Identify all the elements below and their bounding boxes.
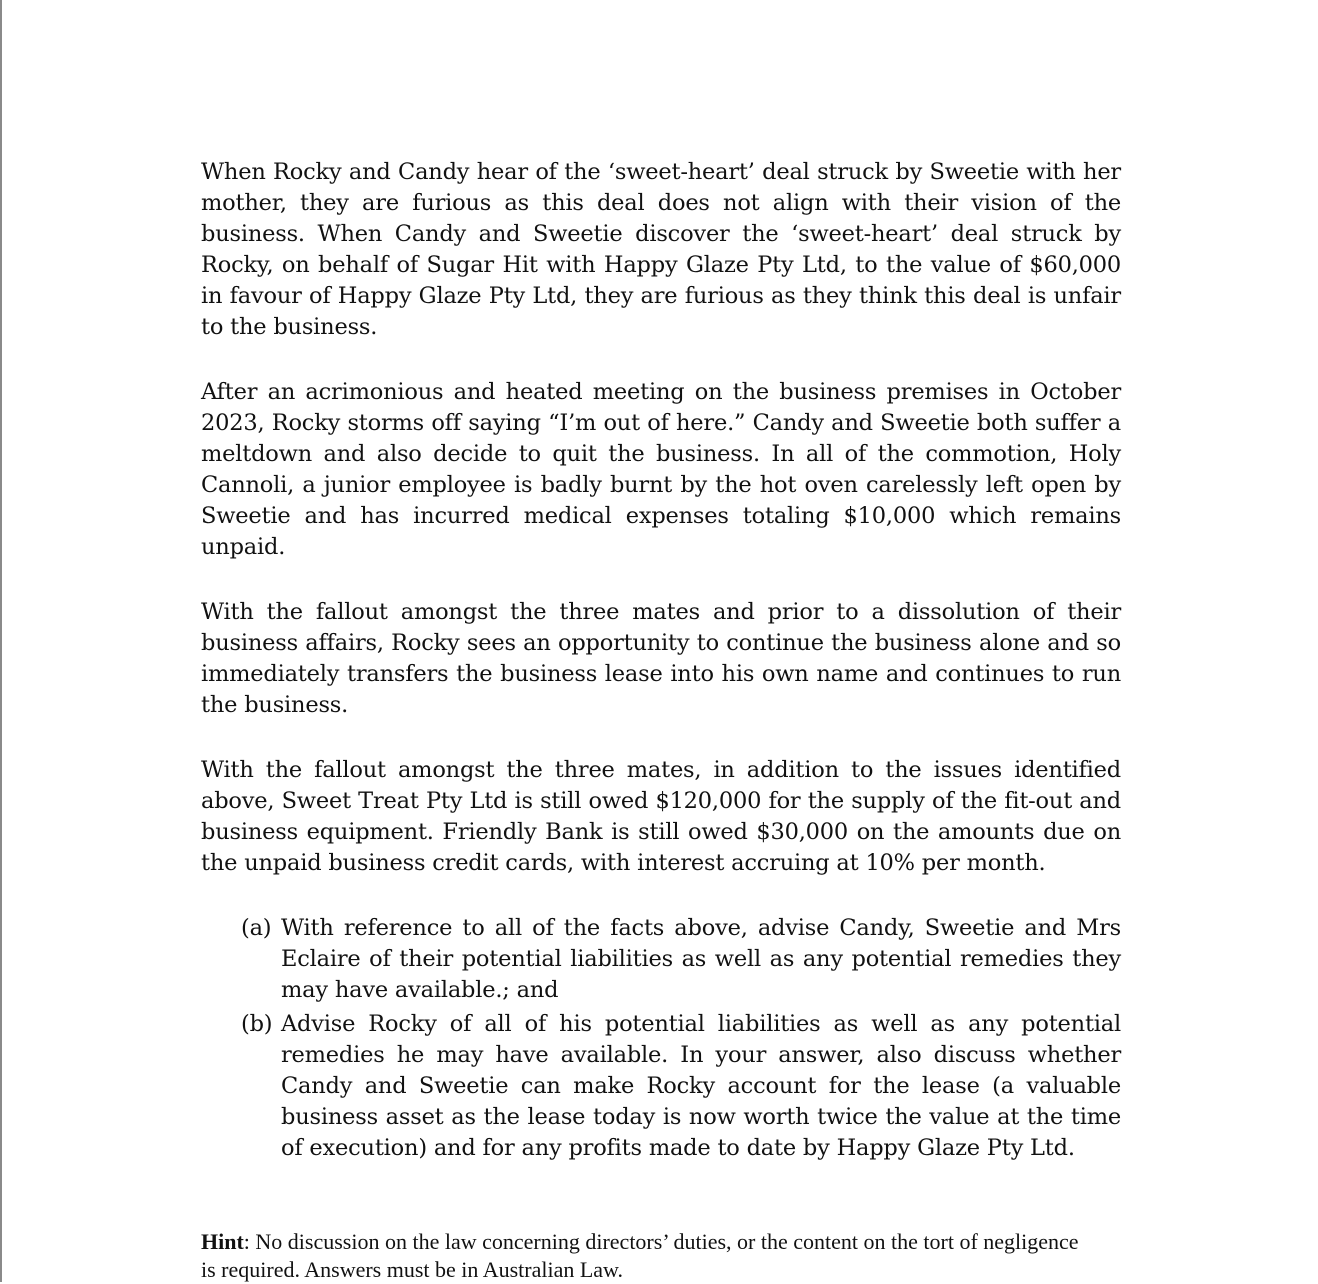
hint-note bbox=[201, 1228, 1081, 1284]
page-left-border bbox=[0, 0, 2, 1282]
paragraph-meeting-meltdown: After an acrimonious and heated meeting on the business premises in October 2023, Rocky storms off saying “I’m out of here.” Candy and Sweetie both suffer a meltdown and also decide to quit the business. In all of the commotion, Holy Cannoli, a junior employee is badly burnt by the hot oven carelessly left open by Sweetie and has incurred medical expenses totaling $10,000 which remains unpaid. bbox=[201, 379, 1121, 560]
paragraph-creditors-owed: With the fallout amongst the three mates, in addition to the issues identified above, Sweet Treat Pty Ltd is still owed $120,000 for the supply of the fit-out and business equipment. Friendly Bank is still owed $30,000 on the amounts due on the unpaid business credit cards, with interest accruing at 10% per month. bbox=[201, 757, 1121, 876]
hint-label: Hint bbox=[201, 1229, 244, 1254]
question-list bbox=[241, 913, 1121, 1164]
question-text: With reference to all of the facts above, advise Candy, Sweetie and Mrs Eclaire of their potential liabilities as well as any potential remedies they may have available.; and bbox=[281, 915, 1121, 1003]
paragraph-lease-transfer: With the fallout amongst the three mates and prior to a dissolution of their business affairs, Rocky sees an opportunity to continue the business alone and so immediately transfers the business lease into his own name and continues to run the business. bbox=[201, 599, 1121, 718]
hint-text: : No discussion on the law concerning directors’ duties, or the content on the tort of negligence is required. Answers must be in Australian Law. bbox=[201, 1229, 1079, 1282]
question-marker: (a) bbox=[241, 915, 272, 941]
question-b bbox=[241, 1009, 1121, 1164]
paragraph-sweetheart-deals: When Rocky and Candy hear of the ‘sweet-heart’ deal struck by Sweetie with her mother, they are furious as this deal does not align with their vision of the business. When Candy and Sweetie discover the ‘sweet-heart’ deal struck by Rocky, on behalf of Sugar Hit with Happy Glaze Pty Ltd, to the value of $60,000 in favour of Happy Glaze Pty Ltd, they are furious as they think this deal is unfair to the business. bbox=[201, 159, 1121, 340]
question-a bbox=[241, 913, 1121, 1006]
question-text: Advise Rocky of all of his potential liabilities as well as any potential remedies he may have available. In your answer, also discuss whether Candy and Sweetie can make Rocky account for the lease (a valuable business asset as the lease today is now worth twice the value at the time of execution) and for any profits made to date by Happy Glaze Pty Ltd. bbox=[281, 1011, 1121, 1161]
document-page bbox=[201, 157, 1121, 1284]
question-marker: (b) bbox=[241, 1011, 273, 1037]
